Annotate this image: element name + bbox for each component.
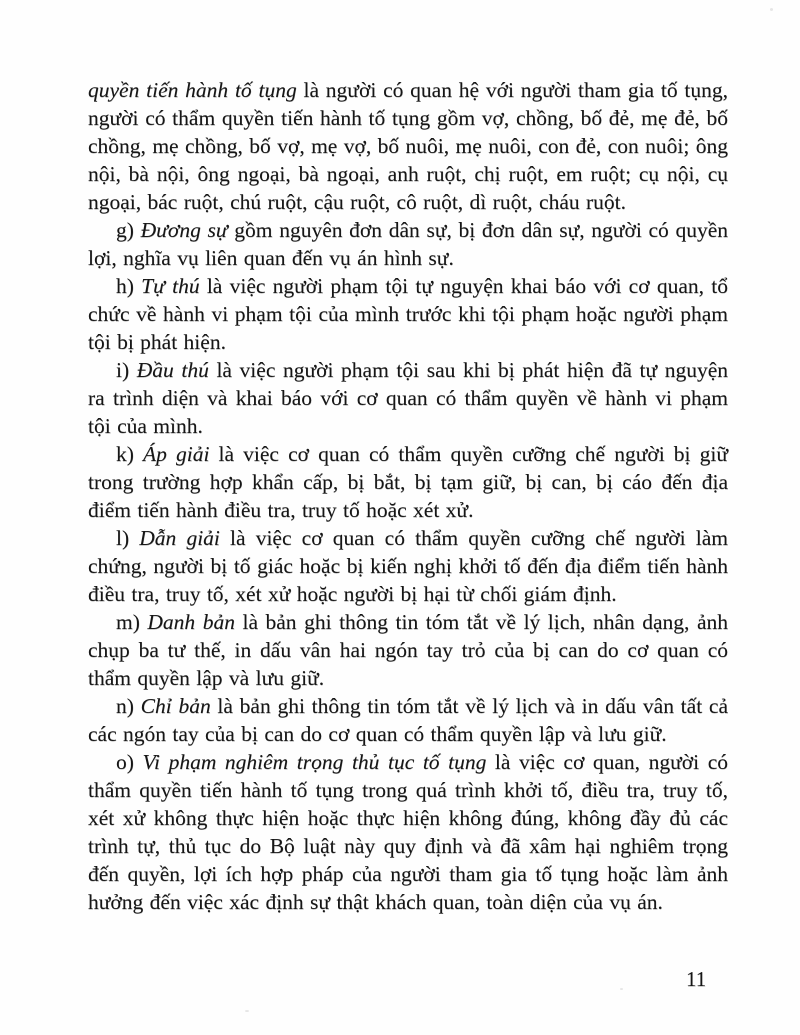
paragraph-text: là việc người phạm tội sau khi bị phát hiện đã tự nguyện ra trình diện và khai báo với cơ quan có thẩm quyền về hành vi phạm tội của mình. — [88, 358, 729, 438]
paragraph-g — [88, 216, 728, 272]
paragraph-l — [88, 524, 728, 608]
paragraph-k — [88, 440, 728, 524]
item-label: o) — [116, 750, 143, 774]
defined-term: Đầu thú — [136, 358, 209, 382]
defined-term: Tự thú — [141, 274, 200, 298]
item-label: g) — [116, 218, 141, 242]
paragraph-text: là bản ghi thông tin tóm tắt về lý lịch và in dấu vân tất cả các ngón tay của bị can do cơ quan có thẩm quyền lập và lưu giữ. — [88, 694, 728, 746]
defined-term: Chỉ bản — [140, 694, 211, 718]
scan-speckle — [770, 8, 773, 11]
body-text — [88, 76, 728, 916]
paragraph-text: là việc người phạm tội tự nguyện khai báo với cơ quan, tổ chức về hành vi phạm tội của mình trước khi tội phạm hoặc người phạm tội bị phát hiện. — [88, 274, 728, 354]
scan-speckle — [245, 1010, 249, 1012]
paragraph-o — [88, 748, 728, 916]
scan-speckle — [620, 988, 623, 990]
defined-term: quyền tiến hành tố tụng — [88, 78, 297, 102]
paragraph-h — [88, 272, 728, 356]
item-label: i) — [116, 358, 137, 382]
defined-term: Vi phạm nghiêm trọng thủ tục tố tụng — [142, 750, 487, 774]
defined-term: Đương sự — [140, 218, 228, 242]
item-label: k) — [116, 442, 144, 466]
item-label: l) — [116, 526, 140, 550]
item-label: n) — [116, 694, 141, 718]
paragraph-continuation — [88, 76, 728, 216]
paragraph-text: là việc cơ quan, người có thẩm quyền tiến hành tố tụng trong quá trình khởi tố, điều tra, truy tố, xét xử không thực hiện hoặc thực hiện không đúng, không đầy đủ các trình tự, thủ tục do Bộ luật này quy định và đã xâm hại nghiêm trọng đến quyền, lợi ích hợp pháp của người tham gia tố tụng hoặc làm ảnh hưởng đến việc xác định sự thật khách quan, toàn diện của vụ án. — [88, 750, 728, 914]
item-label: h) — [116, 274, 142, 298]
paragraph-text: là việc cơ quan có thẩm quyền cưỡng chế người làm chứng, người bị tố giác hoặc bị kiến nghị khởi tố đến địa điểm tiến hành điều tra, truy tố, xét xử hoặc người bị hại từ chối giám định. — [88, 526, 728, 606]
paragraph-text: là người có quan hệ với người tham gia tố tụng, người có thẩm quyền tiến hành tố tụng gồm vợ, chồng, bố đẻ, mẹ đẻ, bố chồng, mẹ chồng, bố vợ, mẹ vợ, bố nuôi, mẹ nuôi, con đẻ, con nuôi; ông nội, bà nội, ông ngoại, bà ngoại, anh ruột, chị ruột, em ruột; cụ nội, cụ ngoại, bác ruột, chú ruột, cậu ruột, cô ruột, dì ruột, cháu ruột. — [88, 78, 728, 214]
defined-term: Danh bản — [147, 610, 235, 634]
defined-term: Áp giải — [143, 442, 210, 466]
paragraph-text: là bản ghi thông tin tóm tắt về lý lịch, nhân dạng, ảnh chụp ba tư thế, in dấu vân hai ngón tay trỏ của bị can do cơ quan có thẩm quyền lập và lưu giữ. — [88, 610, 728, 690]
paragraph-n — [88, 692, 728, 748]
paragraph-m — [88, 608, 728, 692]
paragraph-text: gồm nguyên đơn dân sự, bị đơn dân sự, người có quyền lợi, nghĩa vụ liên quan đến vụ án hình sự. — [88, 218, 728, 270]
paragraph-i — [88, 356, 728, 440]
defined-term: Dẫn giải — [139, 526, 220, 550]
item-label: m) — [116, 610, 148, 634]
paragraph-text: là việc cơ quan có thẩm quyền cưỡng chế người bị giữ trong trường hợp khẩn cấp, bị bắt, bị tạm giữ, bị can, bị cáo đến địa điểm tiến hành điều tra, truy tố hoặc xét xử. — [88, 442, 728, 522]
page-number: 11 — [686, 967, 707, 991]
